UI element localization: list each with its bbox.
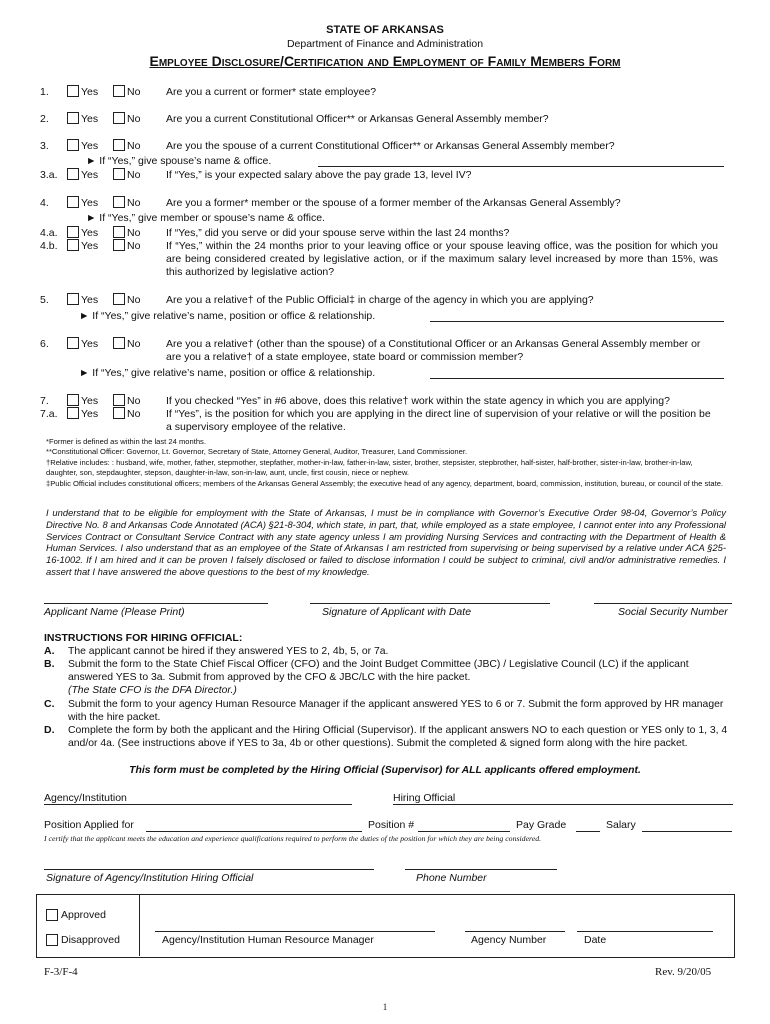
yes-label: Yes [81, 294, 99, 306]
pay-grade-line[interactable] [576, 831, 600, 832]
q4-followup: ► If “Yes,” give member or spouse’s name & office. [86, 212, 325, 224]
applicant-statement: I understand that to be eligible for employment with the State of Arkansas, I must be in compliance with Governor’s Executive Order 98-04, Governor’s Policy Directive No. 8 and Arkansas Code Annotated (ACA) §21-8-304, which state, in part, that, while employed as a state employee, I cannot enter into any Professional Services Contract or Consultant Service Contract with any state agency unless I am providing Nursing Services and contracting with the Department of Health & Human Services. I also understand that as an employee of the State of Arkansas I am restricted from supervising or being supervised by a relative under ACA §25-16-1002. If I am hired and it can be proven I falsely disclosed or failed to disclose information I could be subject to criminal, civil and/or administrative remedies. I assert that I have answered the above questions to the best of my knowledge. [46, 507, 726, 577]
q3a-number: 3.a. [40, 169, 58, 181]
no-label: No [127, 197, 141, 209]
q4a-number: 4.a. [40, 227, 58, 239]
revision-date: Rev. 9/20/05 [655, 966, 712, 978]
q3-text: Are you the spouse of a current Constitutional Officer** or Arkansas General Assembly member? [166, 140, 615, 152]
footnote-former: *Former is defined as within the last 24 months. [46, 437, 206, 446]
instruction-b-text: Submit the form to the State Chief Fiscal Officer (CFO) and the Joint Budget Committee (JBC) / Legislative Council (LC) if the applicant answered YES to 3a. Submit from approved by the CFO & JBC/LC with the hire packet. [68, 659, 689, 683]
q4b-number: 4.b. [40, 240, 58, 252]
instruction-b-label: B. [44, 658, 55, 670]
hiring-official-line[interactable] [393, 804, 733, 805]
q1-no-checkbox[interactable] [113, 85, 125, 97]
q6-relative-line[interactable] [430, 378, 724, 379]
yes-label: Yes [81, 169, 99, 181]
instructions-heading: INSTRUCTIONS FOR HIRING OFFICIAL: [44, 632, 243, 644]
q7a-text: If “Yes”, is the position for which you are applying in the direct line of supervision of your relative or will the position be a supervisory employee of the relative. [166, 408, 711, 433]
no-label: No [127, 408, 141, 420]
position-number-line[interactable] [418, 831, 510, 832]
q2-number: 2. [40, 113, 49, 125]
yes-label: Yes [81, 338, 99, 350]
q5-followup: ► If “Yes,” give relative’s name, position or office & relationship. [79, 310, 376, 322]
applicant-signature-label: Signature of Applicant with Date [322, 606, 472, 618]
hiring-signature-line[interactable] [44, 869, 374, 870]
agency-number-label: Agency Number [471, 934, 547, 946]
q2-no-checkbox[interactable] [113, 112, 125, 124]
q5-text: Are you a relative† of the Public Official‡ in charge of the agency in which you are applying? [166, 294, 594, 306]
ssn-line[interactable] [594, 603, 732, 604]
hiring-official-notice: This form must be completed by the Hiring Official (Supervisor) for ALL applicants offered employment. [129, 765, 641, 776]
q7a-yes-checkbox[interactable] [67, 407, 79, 419]
no-label: No [127, 113, 141, 125]
q3-yes-checkbox[interactable] [67, 139, 79, 151]
agency-label: Agency/Institution [44, 792, 127, 804]
no-label: No [127, 227, 141, 239]
position-applied-line[interactable] [146, 831, 362, 832]
q7-no-checkbox[interactable] [113, 394, 125, 406]
q3a-text: If “Yes,” is your expected salary above the pay grade 13, level IV? [166, 169, 472, 181]
no-label: No [127, 169, 141, 181]
q6-number: 6. [40, 338, 49, 350]
q5-yes-checkbox[interactable] [67, 293, 79, 305]
q7-number: 7. [40, 395, 49, 407]
form-title: Employee Disclosure/Certification and Employment of Family Members Form [149, 53, 621, 69]
q6-text: Are you a relative† (other than the spouse) of a Constitutional Officer or an Arkansas General Assembly member or are you a relative† of a state employee, state board or commission member? [166, 338, 701, 363]
q1-yes-checkbox[interactable] [67, 85, 79, 97]
q4a-text: If “Yes,” did you serve or did your spouse serve within the last 24 months? [166, 227, 510, 239]
yes-label: Yes [81, 197, 99, 209]
phone-label: Phone Number [416, 872, 487, 884]
position-applied-label: Position Applied for [44, 819, 134, 831]
agency-line[interactable] [44, 804, 352, 805]
footnote-relative: †Relative includes: : husband, wife, mother, father, stepmother, stepfather, mother-in-law, father-in-law, sister, brother, stepsister, stepbrother, half-sister, half-brother, sister-in-law, brother-in-law, daughter, son, stepdaughter, stepson, daughter-in-law, son-in-law, aunt, uncle, first cousin, niece or nephew. [46, 458, 693, 478]
hr-manager-label: Agency/Institution Human Resource Manager [162, 934, 374, 946]
position-number-label: Position # [368, 819, 415, 831]
q5-no-checkbox[interactable] [113, 293, 125, 305]
page-number: 1 [382, 1002, 388, 1012]
q4b-yes-checkbox[interactable] [67, 239, 79, 251]
date-line[interactable] [577, 931, 713, 932]
q3a-no-checkbox[interactable] [113, 168, 125, 180]
instruction-a-label: A. [44, 645, 55, 657]
approved-label: Approved [61, 909, 106, 921]
disapproved-checkbox[interactable] [46, 934, 58, 946]
agency-number-line[interactable] [465, 931, 565, 932]
q6-followup: ► If “Yes,” give relative’s name, position or office & relationship. [79, 367, 376, 379]
applicant-name-line[interactable] [44, 603, 268, 604]
q4-no-checkbox[interactable] [113, 196, 125, 208]
approved-checkbox[interactable] [46, 909, 58, 921]
instruction-c-label: C. [44, 698, 55, 710]
q4-yes-checkbox[interactable] [67, 196, 79, 208]
q3a-yes-checkbox[interactable] [67, 168, 79, 180]
q4a-no-checkbox[interactable] [113, 226, 125, 238]
instruction-c-text: Submit the form to your agency Human Resource Manager if the applicant answered YES to 6 or 7. Submit the form approved by HR manager with the hire packet. [68, 699, 724, 723]
hiring-official-label: Hiring Official [393, 792, 456, 804]
approval-box [36, 894, 735, 958]
hiring-signature-label: Signature of Agency/Institution Hiring Official [46, 872, 254, 884]
q4b-text: If “Yes,” within the 24 months prior to your leaving office or your spouse leaving office, was the position for which you are being considered created by legislative action, or if the maximum salary level increased by more than 15%, was this authorized by legislative action? [166, 240, 718, 278]
q2-text: Are you a current Constitutional Officer** or Arkansas General Assembly member? [166, 113, 549, 125]
certify-statement: I certify that the applicant meets the education and experience qualifications required to perform the duties of the position for which they are being considered. [44, 834, 542, 843]
no-label: No [127, 294, 141, 306]
q7a-number: 7.a. [40, 408, 58, 420]
state-heading: STATE OF ARKANSAS [326, 24, 444, 36]
q6-no-checkbox[interactable] [113, 337, 125, 349]
footnote-constitutional: **Constitutional Officer: Governor, Lt. Governor, Secretary of State, Attorney General, Auditor, Treasurer, Land Commissioner. [46, 447, 468, 456]
q7-text: If you checked “Yes” in #6 above, does this relative† work within the state agency in which you are applying? [166, 395, 670, 407]
department-heading: Department of Finance and Administration [286, 38, 484, 50]
disapproved-label: Disapproved [61, 934, 120, 946]
yes-label: Yes [81, 395, 99, 407]
approval-divider [139, 894, 140, 956]
salary-line[interactable] [642, 831, 732, 832]
q4a-yes-checkbox[interactable] [67, 226, 79, 238]
applicant-name-label: Applicant Name (Please Print) [44, 606, 185, 618]
q1-number: 1. [40, 86, 49, 98]
yes-label: Yes [81, 140, 99, 152]
yes-label: Yes [81, 227, 99, 239]
q3-number: 3. [40, 140, 49, 152]
instruction-d-label: D. [44, 724, 55, 736]
pay-grade-label: Pay Grade [516, 819, 567, 831]
hr-manager-line[interactable] [155, 931, 435, 932]
q3-followup: ► If “Yes,” give spouse’s name & office. [86, 155, 272, 167]
q4-number: 4. [40, 197, 49, 209]
q7a-no-checkbox[interactable] [113, 407, 125, 419]
no-label: No [127, 240, 141, 252]
q6-yes-checkbox[interactable] [67, 337, 79, 349]
applicant-signature-line[interactable] [310, 603, 550, 604]
q3-no-checkbox[interactable] [113, 139, 125, 151]
q1-text: Are you a current or former* state employee? [166, 86, 377, 98]
yes-label: Yes [81, 240, 99, 252]
footnote-public-official: ‡Public Official includes constitutional officers; members of the Arkansas General Assembly; the executive head of any agency, department, board, commission, institution, bureau, or council of the state. [46, 479, 724, 488]
q3-spouse-name-line[interactable] [318, 166, 724, 167]
yes-label: Yes [81, 113, 99, 125]
q4-text: Are you a former* member or the spouse of a former member of the Arkansas General Assembly? [166, 197, 621, 209]
q5-number: 5. [40, 294, 49, 306]
instruction-b-note: (The State CFO is the DFA Director.) [68, 685, 237, 696]
q5-relative-line[interactable] [430, 321, 724, 322]
yes-label: Yes [81, 86, 99, 98]
phone-line[interactable] [405, 869, 557, 870]
q4b-no-checkbox[interactable] [113, 239, 125, 251]
salary-label: Salary [606, 819, 636, 831]
form-id: F-3/F-4 [44, 966, 78, 978]
no-label: No [127, 395, 141, 407]
no-label: No [127, 338, 141, 350]
no-label: No [127, 86, 141, 98]
no-label: No [127, 140, 141, 152]
yes-label: Yes [81, 408, 99, 420]
date-label: Date [584, 934, 607, 946]
q7-yes-checkbox[interactable] [67, 394, 79, 406]
ssn-label: Social Security Number [618, 606, 728, 618]
instruction-a-text: The applicant cannot be hired if they answered YES to 2, 4b, 5, or 7a. [68, 646, 389, 657]
instruction-d-text: Complete the form by both the applicant and the Hiring Official (Supervisor). If the applicant answers NO to each question or YES only to 1, 3, 4 and/or 4a. (See instructions above if YES to 3a, 4b or other questions). Submit the completed & signed form along with the hire packet. [68, 725, 728, 749]
q2-yes-checkbox[interactable] [67, 112, 79, 124]
